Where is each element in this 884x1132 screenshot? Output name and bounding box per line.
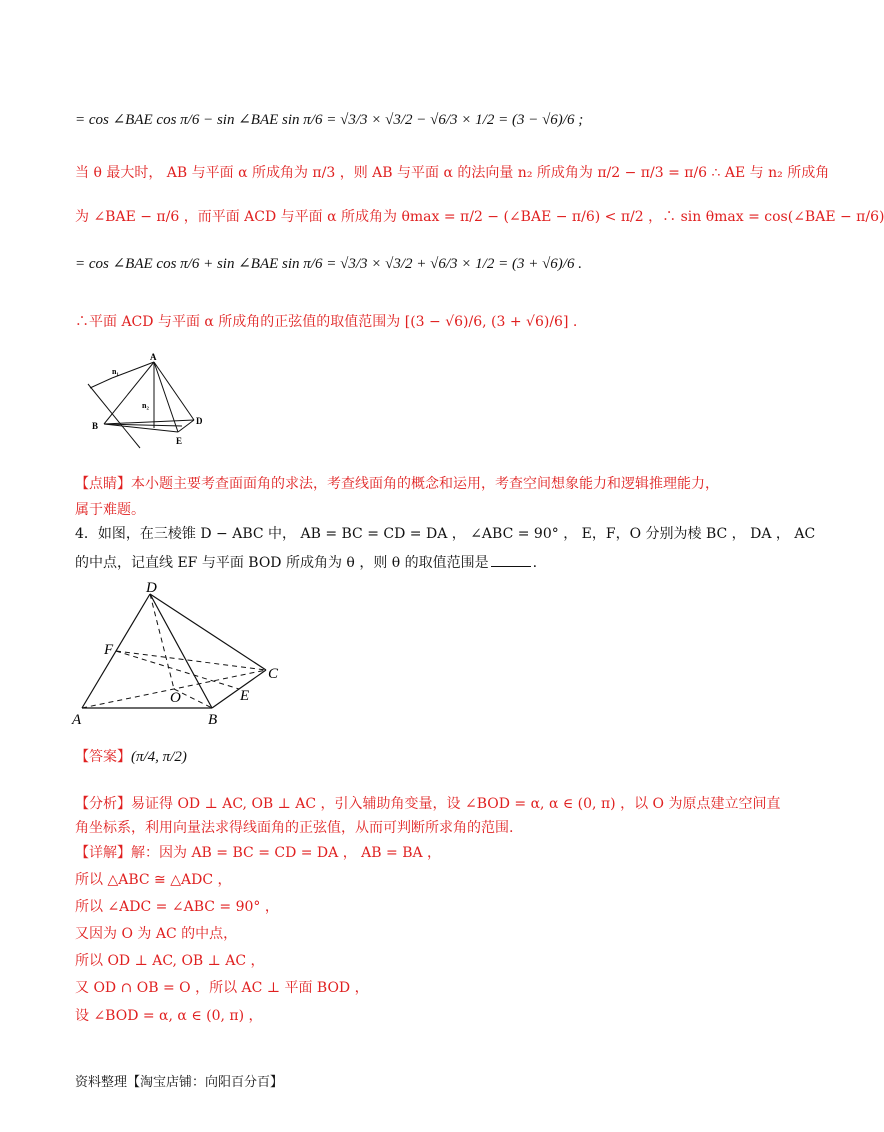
answer-label: 【答案】 xyxy=(75,749,131,765)
detail-line-2: 所以 △ABC ≅ △ADC ， xyxy=(75,872,232,888)
answer-value: (π/4, π/2) xyxy=(131,749,187,765)
detail-line-7: 设 ∠BOD = α, α ∈ (0, π) ， xyxy=(75,1008,263,1024)
fig1-edge-AD xyxy=(154,362,194,420)
fig2-line-DO xyxy=(150,594,174,689)
detail-line-4: 又因为 O 为 AC 的中点， xyxy=(75,926,238,942)
answer-blank xyxy=(491,552,531,567)
fig1-label-A: A xyxy=(150,352,157,362)
fig2-label-B: B xyxy=(208,712,218,728)
analysis-label: 【分析】 xyxy=(75,796,131,812)
fig1-label-n1: n₁ xyxy=(112,367,119,376)
figure-1-pyramid xyxy=(82,350,222,450)
problem4-line-2 xyxy=(75,552,537,573)
detail-line-5: 所以 OD ⊥ AC, OB ⊥ AC ， xyxy=(75,953,265,969)
solution-line-2: 当 θ 最大时， AB 与平面 α 所成角为 π/3 ，则 AB 与平面 α 的法向量 n₂ 所成角为 π/2 − π/3 = π/6 ∴ AE 与 n₂ 所成角 xyxy=(75,165,830,181)
answer-line xyxy=(75,747,187,767)
analysis-line-2: 角坐标系，利用向量法求得线面角的正弦值，从而可判断所求角的范围. xyxy=(75,820,514,836)
fig2-label-D: D xyxy=(146,580,157,596)
solution-line-3: 为 ∠BAE − π/6 ，而平面 ACD 与平面 α 所成角为 θmax = π/2 − (∠BAE − π/6) < π/2 ，∴ sin θmax = cos(∠BAE − π/6) xyxy=(75,209,884,225)
fig2-edge-DB xyxy=(150,594,212,708)
fig2-label-C: C xyxy=(268,666,279,682)
detail-label: 【详解】 xyxy=(75,845,131,861)
comment-line-2: 属于难题。 xyxy=(75,502,145,518)
fig1-label-E: E xyxy=(176,436,183,446)
solution-conclusion: ∴平面 ACD 与平面 α 所成角的正弦值的取值范围为 [(3 − √6)/6, (3 + √6)/6] . xyxy=(75,314,578,330)
fig2-label-F: F xyxy=(104,642,114,658)
comment-label: 【点睛】 xyxy=(75,476,131,492)
solution-line-4: = cos ∠BAE cos π/6 + sin ∠BAE sin π/6 = √3/3 × √3/2 + √6/3 × 1/2 = (3 + √6)/6 . xyxy=(75,256,582,272)
detail-line-1 xyxy=(75,843,441,863)
detail-text-1: 解：因为 AB = BC = CD = DA ， AB = BA ， xyxy=(131,845,442,861)
fig1-label-D: D xyxy=(196,416,203,426)
detail-line-3: 所以 ∠ADC = ∠ABC = 90° ， xyxy=(75,899,279,915)
problem4-text-2a: 的中点，记直线 EF 与平面 BOD 所成角为 θ ，则 θ 的取值范围是 xyxy=(75,555,489,571)
analysis-text-1: 易证得 OD ⊥ AC, OB ⊥ AC ，引入辅助角变量，设 ∠BOD = α, α ∈ (0, π) ，以 O 为原点建立空间直 xyxy=(131,796,781,812)
figure-2-tetrahedron xyxy=(70,578,290,728)
fig2-label-E: E xyxy=(240,688,250,704)
comment-line-1 xyxy=(75,474,719,494)
fig2-line-FC xyxy=(116,651,266,670)
footer-source: 资料整理【淘宝店铺：向阳百分百】 xyxy=(75,1075,284,1090)
detail-line-6: 又 OD ∩ OB = O ，所以 AC ⊥ 平面 BOD ， xyxy=(75,980,369,996)
fig2-label-A: A xyxy=(72,712,82,728)
fig1-label-n2: n₂ xyxy=(142,401,149,410)
fig1-n1-vector xyxy=(90,378,112,388)
fig2-label-O: O xyxy=(170,690,181,706)
fig1-plane-edge-1 xyxy=(88,384,140,448)
fig2-edge-DC xyxy=(150,594,266,670)
analysis-line-1 xyxy=(75,794,780,814)
fig1-label-B: B xyxy=(92,421,99,431)
fig2-line-FE xyxy=(116,651,239,689)
problem4-line-1: 4．如图，在三棱锥 D − ABC 中， AB = BC = CD = DA ， ∠ABC = 90° ， E，F，O 分别为棱 BC ， DA ， AC xyxy=(75,526,816,542)
problem4-text-2b: . xyxy=(532,555,538,571)
comment-text-1: 本小题主要考查面面角的求法，考查线面角的概念和运用，考查空间想象能力和逻辑推理能力， xyxy=(131,476,719,492)
solution-line-1: = cos ∠BAE cos π/6 − sin ∠BAE sin π/6 = √3/3 × √3/2 − √6/3 × 1/2 = (3 − √6)/6 ; xyxy=(75,112,584,128)
